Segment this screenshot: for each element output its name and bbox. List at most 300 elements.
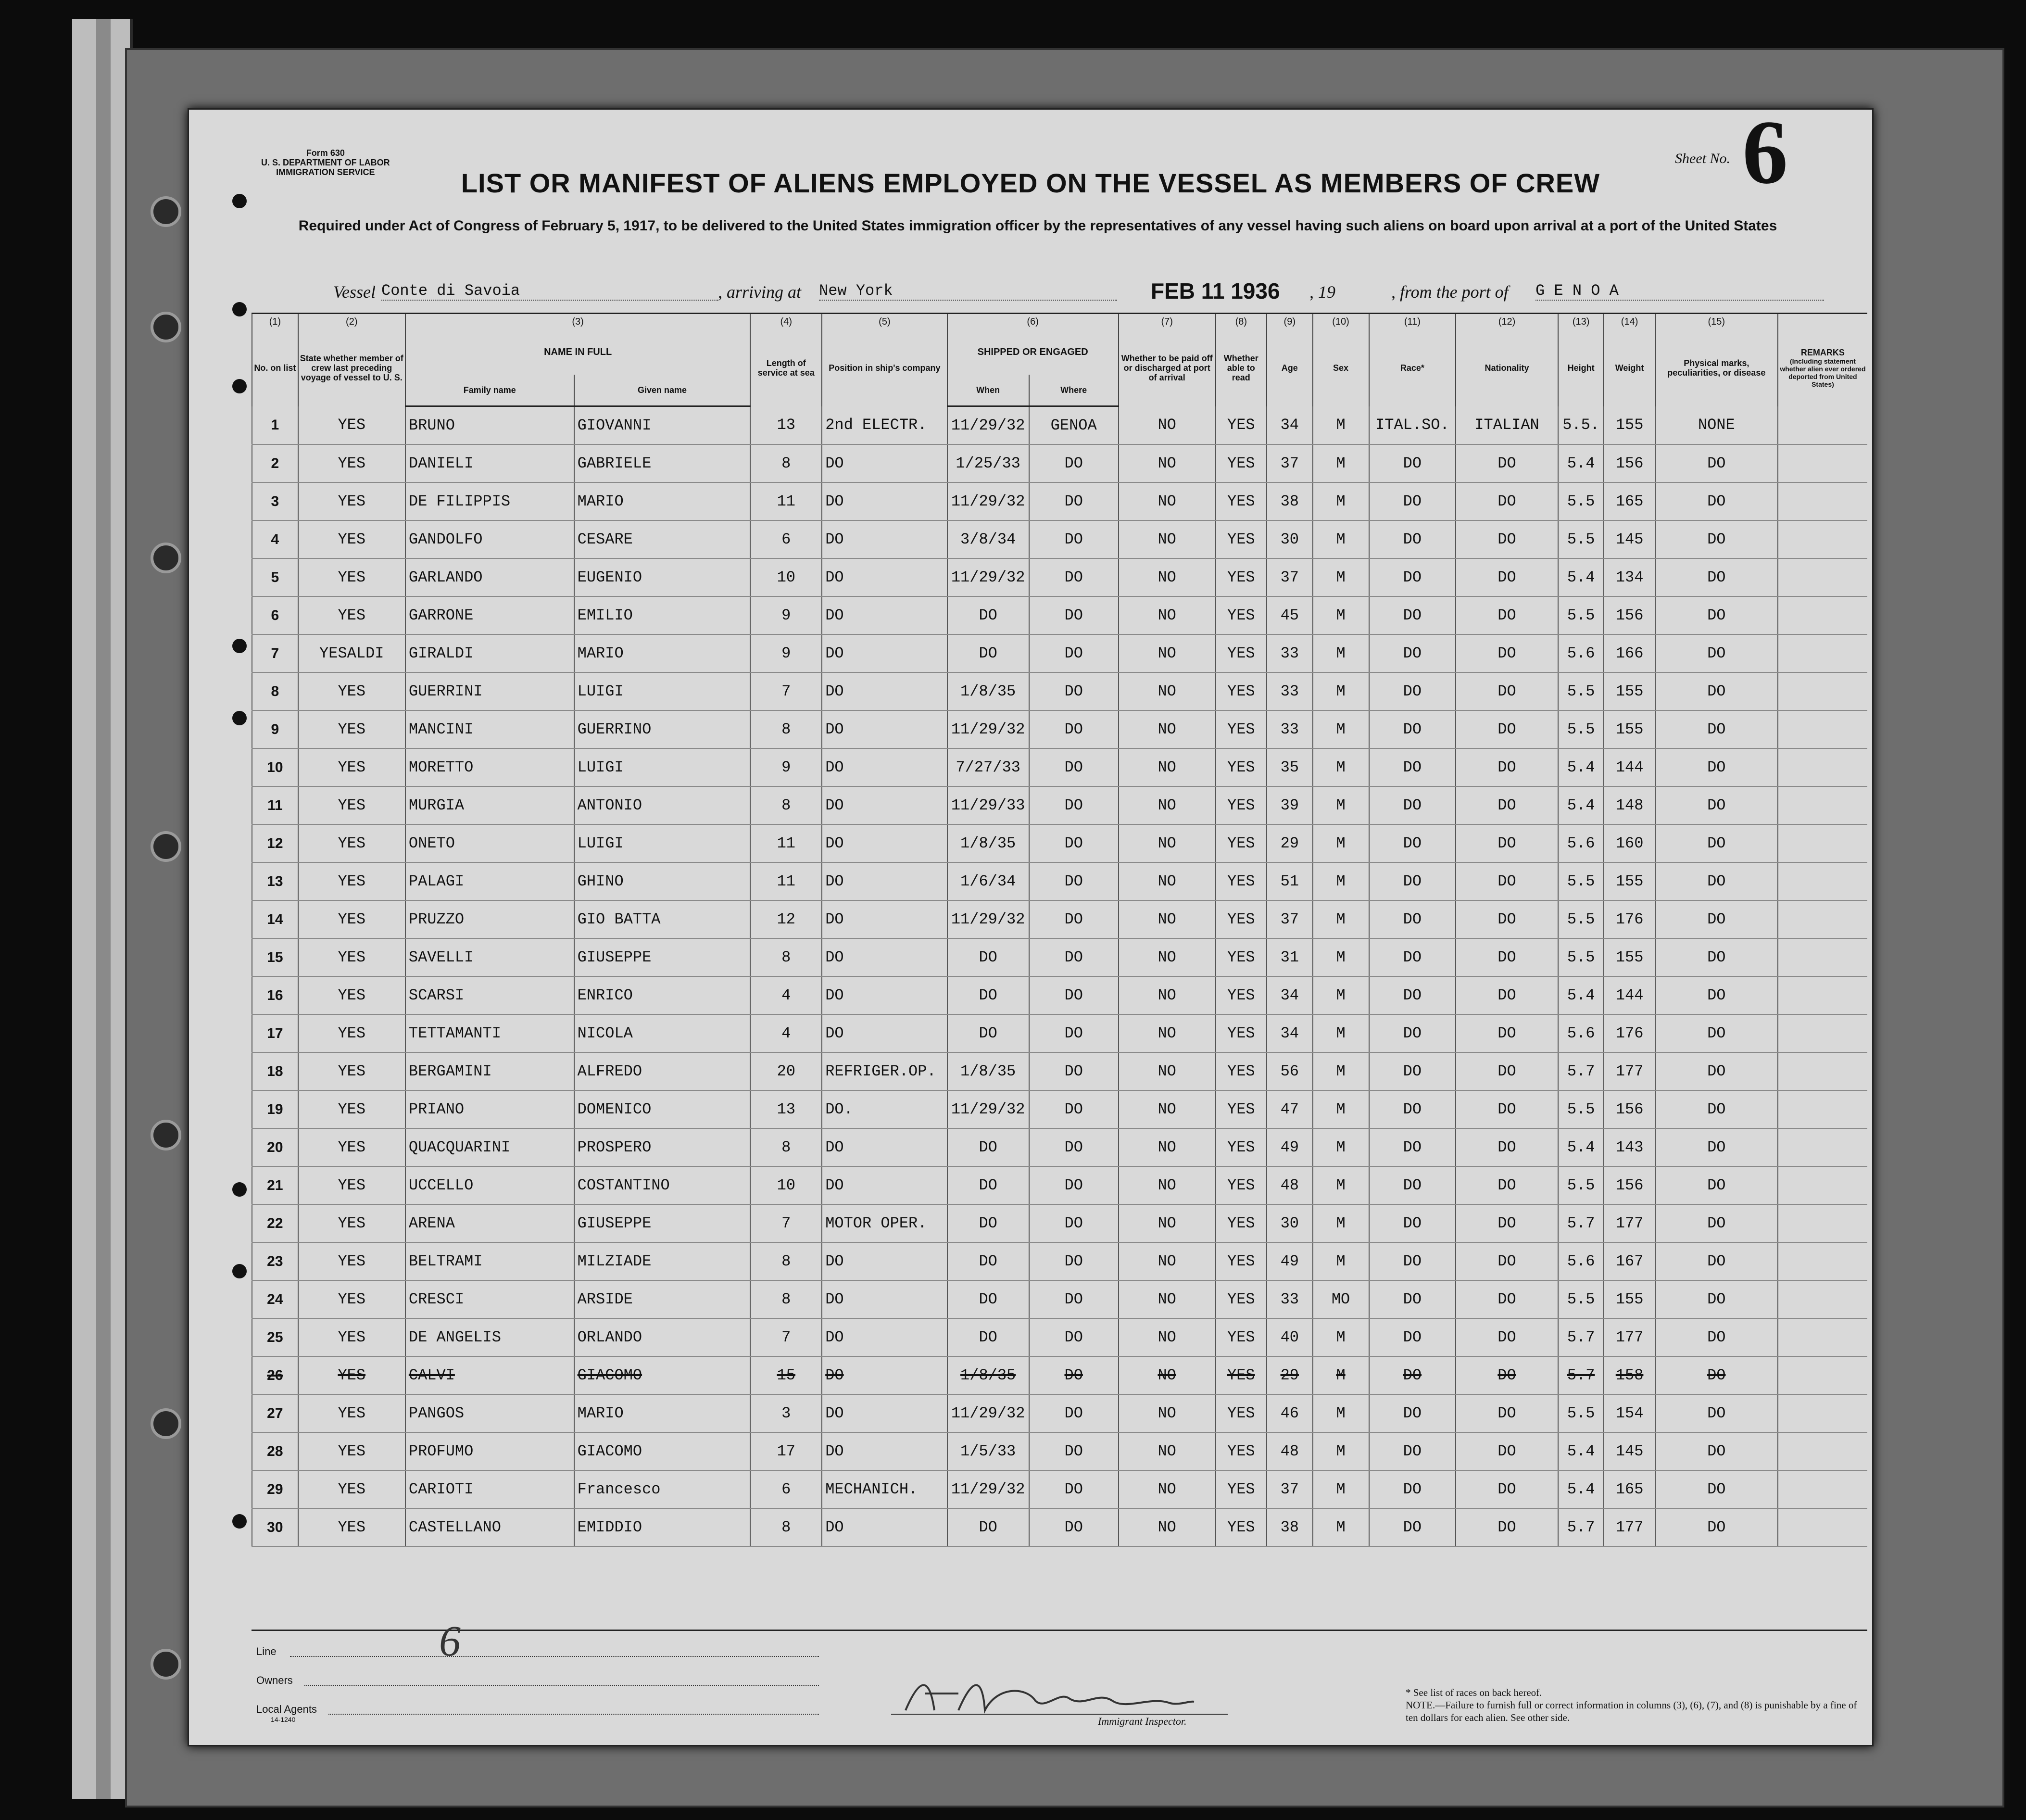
cell-sex: M [1313, 1394, 1369, 1432]
cell-nationality: DO [1456, 1204, 1558, 1242]
cell-shipped-where: DO [1029, 482, 1119, 520]
header-age: Age [1267, 329, 1313, 406]
cell-shipped-where: DO [1029, 1318, 1119, 1356]
cell-race: DO [1369, 1394, 1456, 1432]
table-row [252, 406, 1867, 445]
header-given-name: Given name [574, 375, 751, 406]
cell-weight: 158 [1604, 1356, 1655, 1394]
cell-age: 49 [1267, 1128, 1313, 1166]
table-row [252, 1090, 1867, 1128]
cell-height: 5.6 [1558, 1014, 1604, 1052]
col-num-2: (2) [298, 314, 405, 329]
col-num-3: (3) [405, 314, 751, 329]
cell-able-to-read: YES [1216, 1128, 1267, 1166]
punch-hole [151, 1120, 181, 1150]
cell-given-name: EUGENIO [574, 558, 751, 596]
cell-remarks [1778, 1090, 1867, 1128]
header-where: Where [1029, 375, 1119, 406]
cell-age: 38 [1267, 482, 1313, 520]
cell-remarks [1778, 710, 1867, 748]
cell-height: 5.7 [1558, 1356, 1604, 1394]
cell-race: DO [1369, 520, 1456, 558]
cell-shipped-when: DO [947, 938, 1029, 976]
cell-remarks [1778, 900, 1867, 938]
vessel-line [333, 278, 1824, 306]
form-number: Form 630 [306, 148, 345, 158]
cell-age: 35 [1267, 748, 1313, 786]
cell-family-name: DE FILIPPIS [405, 482, 574, 520]
cell-given-name: COSTANTINO [574, 1166, 751, 1204]
cell-height: 5.7 [1558, 1204, 1604, 1242]
cell-position: DO [822, 596, 947, 634]
cell-paid-off: NO [1119, 1508, 1216, 1546]
cell-family-name: DE ANGELIS [405, 1318, 574, 1356]
cell-physical-marks: DO [1655, 520, 1778, 558]
cell-weight: 143 [1604, 1128, 1655, 1166]
cell-height: 5.4 [1558, 1432, 1604, 1470]
cell-sex: M [1313, 1014, 1369, 1052]
cell-shipped-when: 11/29/33 [947, 786, 1029, 824]
cell-row-number: 15 [252, 938, 298, 976]
cell-length-of-service: 8 [750, 710, 822, 748]
header-when: When [947, 375, 1029, 406]
cell-row-number: 23 [252, 1242, 298, 1280]
cell-family-name: MORETTO [405, 748, 574, 786]
cell-paid-off: NO [1119, 748, 1216, 786]
cell-row-number: 21 [252, 1166, 298, 1204]
cell-shipped-where: DO [1029, 444, 1119, 482]
cell-able-to-read: YES [1216, 1356, 1267, 1394]
col-num-remarks [1778, 314, 1867, 329]
cell-position: DO [822, 634, 947, 672]
cell-age: 34 [1267, 976, 1313, 1014]
cell-remarks [1778, 1014, 1867, 1052]
cell-shipped-where: DO [1029, 862, 1119, 900]
cell-age: 33 [1267, 634, 1313, 672]
cell-nationality: DO [1456, 520, 1558, 558]
cell-weight: 144 [1604, 748, 1655, 786]
cell-row-number: 10 [252, 748, 298, 786]
cell-position: 2nd ELECTR. [822, 406, 947, 445]
cell-age: 33 [1267, 672, 1313, 710]
table-row [252, 1356, 1867, 1394]
cell-shipped-when: 11/29/32 [947, 406, 1029, 445]
cell-row-number: 20 [252, 1128, 298, 1166]
cell-height: 5.5 [1558, 1280, 1604, 1318]
cell-age: 34 [1267, 1014, 1313, 1052]
punch-hole [151, 1649, 181, 1680]
cell-physical-marks: DO [1655, 444, 1778, 482]
cell-height: 5.7 [1558, 1508, 1604, 1546]
cell-shipped-when: DO [947, 596, 1029, 634]
cell-length-of-service: 13 [750, 406, 822, 445]
cell-row-number: 25 [252, 1318, 298, 1356]
cell-given-name: GUERRINO [574, 710, 751, 748]
cell-nationality: DO [1456, 482, 1558, 520]
binding-ring [232, 639, 247, 653]
cell-given-name: MILZIADE [574, 1242, 751, 1280]
cell-sex: MO [1313, 1280, 1369, 1318]
cell-physical-marks: DO [1655, 558, 1778, 596]
binding-ring [232, 711, 247, 725]
cell-shipped-where: DO [1029, 710, 1119, 748]
cell-shipped-where: DO [1029, 748, 1119, 786]
cell-nationality: DO [1456, 444, 1558, 482]
cell-physical-marks: DO [1655, 1356, 1778, 1394]
header-length-service: Length of service at sea [750, 329, 822, 406]
cell-given-name: LUIGI [574, 748, 751, 786]
vessel-name: Conte di Savoia [381, 282, 718, 301]
cell-prev-voyage: YESALDI [298, 634, 405, 672]
cell-nationality: DO [1456, 634, 1558, 672]
cell-remarks [1778, 520, 1867, 558]
cell-weight: 144 [1604, 976, 1655, 1014]
cell-given-name: EMIDDIO [574, 1508, 751, 1546]
cell-remarks [1778, 1356, 1867, 1394]
cell-age: 33 [1267, 710, 1313, 748]
cell-age: 49 [1267, 1242, 1313, 1280]
cell-race: DO [1369, 786, 1456, 824]
inspector-underline [891, 1714, 1228, 1715]
cell-nationality: DO [1456, 1166, 1558, 1204]
cell-shipped-when: DO [947, 1280, 1029, 1318]
cell-sex: M [1313, 1166, 1369, 1204]
table-row [252, 748, 1867, 786]
cell-able-to-read: YES [1216, 1014, 1267, 1052]
cell-length-of-service: 8 [750, 1128, 822, 1166]
cell-family-name: BRUNO [405, 406, 574, 445]
cell-paid-off: NO [1119, 482, 1216, 520]
cell-family-name: DANIELI [405, 444, 574, 482]
cell-nationality: DO [1456, 1432, 1558, 1470]
cell-prev-voyage: YES [298, 1356, 405, 1394]
cell-shipped-where: DO [1029, 1242, 1119, 1280]
cell-length-of-service: 11 [750, 824, 822, 862]
punch-hole [151, 1408, 181, 1439]
cell-paid-off: NO [1119, 406, 1216, 445]
cell-length-of-service: 15 [750, 1356, 822, 1394]
cell-length-of-service: 11 [750, 482, 822, 520]
cell-sex: M [1313, 1470, 1369, 1508]
table-row [252, 938, 1867, 976]
cell-length-of-service: 11 [750, 862, 822, 900]
cell-race: ITAL.SO. [1369, 406, 1456, 445]
cell-shipped-when: DO [947, 1014, 1029, 1052]
crew-rows [252, 406, 1867, 1547]
cell-family-name: BELTRAMI [405, 1242, 574, 1280]
cell-able-to-read: YES [1216, 1204, 1267, 1242]
cell-paid-off: NO [1119, 1014, 1216, 1052]
cell-weight: 160 [1604, 824, 1655, 862]
cell-nationality: DO [1456, 672, 1558, 710]
cell-shipped-where: DO [1029, 1090, 1119, 1128]
cell-given-name: MARIO [574, 634, 751, 672]
cell-paid-off: NO [1119, 938, 1216, 976]
cell-race: DO [1369, 596, 1456, 634]
cell-race: DO [1369, 900, 1456, 938]
cell-paid-off: NO [1119, 1090, 1216, 1128]
cell-given-name: ARSIDE [574, 1280, 751, 1318]
cell-length-of-service: 8 [750, 1242, 822, 1280]
cell-weight: 156 [1604, 444, 1655, 482]
cell-remarks [1778, 1280, 1867, 1318]
table-row [252, 824, 1867, 862]
cell-able-to-read: YES [1216, 862, 1267, 900]
cell-weight: 155 [1604, 672, 1655, 710]
cell-paid-off: NO [1119, 786, 1216, 824]
cell-physical-marks: DO [1655, 482, 1778, 520]
cell-sex: M [1313, 1432, 1369, 1470]
crew-table-wrap [252, 313, 1867, 1622]
cell-length-of-service: 9 [750, 748, 822, 786]
cell-length-of-service: 4 [750, 1014, 822, 1052]
cell-nationality: DO [1456, 938, 1558, 976]
cell-shipped-where: DO [1029, 1508, 1119, 1546]
cell-race: DO [1369, 482, 1456, 520]
table-row [252, 710, 1867, 748]
cell-height: 5.7 [1558, 1318, 1604, 1356]
col-num-12: (12) [1456, 314, 1558, 329]
cell-remarks [1778, 672, 1867, 710]
cell-paid-off: NO [1119, 1394, 1216, 1432]
cell-remarks [1778, 482, 1867, 520]
cell-length-of-service: 10 [750, 1166, 822, 1204]
cell-age: 31 [1267, 938, 1313, 976]
cell-prev-voyage: YES [298, 1470, 405, 1508]
cell-weight: 155 [1604, 938, 1655, 976]
cell-remarks [1778, 1128, 1867, 1166]
cell-sex: M [1313, 1356, 1369, 1394]
cell-sex: M [1313, 1242, 1369, 1280]
cell-shipped-where: DO [1029, 1128, 1119, 1166]
cell-given-name: ENRICO [574, 976, 751, 1014]
cell-position: DO. [822, 1090, 947, 1128]
cell-family-name: CARIOTI [405, 1470, 574, 1508]
cell-length-of-service: 7 [750, 1204, 822, 1242]
cell-race: DO [1369, 634, 1456, 672]
cell-row-number: 30 [252, 1508, 298, 1546]
cell-physical-marks: DO [1655, 1394, 1778, 1432]
cell-shipped-when: 1/8/35 [947, 672, 1029, 710]
cell-weight: 167 [1604, 1242, 1655, 1280]
cell-physical-marks: DO [1655, 786, 1778, 824]
cell-sex: M [1313, 634, 1369, 672]
cell-sex: M [1313, 444, 1369, 482]
cell-position: MOTOR OPER. [822, 1204, 947, 1242]
cell-given-name: LUIGI [574, 672, 751, 710]
cell-age: 30 [1267, 520, 1313, 558]
cell-remarks [1778, 1204, 1867, 1242]
cell-able-to-read: YES [1216, 1394, 1267, 1432]
punch-hole [151, 312, 181, 342]
cell-row-number: 7 [252, 634, 298, 672]
cell-height: 5.5 [1558, 482, 1604, 520]
table-row [252, 1280, 1867, 1318]
cell-shipped-when: DO [947, 1204, 1029, 1242]
table-row [252, 482, 1867, 520]
cell-position: DO [822, 482, 947, 520]
cell-nationality: DO [1456, 1318, 1558, 1356]
cell-remarks [1778, 558, 1867, 596]
cell-row-number: 28 [252, 1432, 298, 1470]
cell-paid-off: NO [1119, 862, 1216, 900]
cell-sex: M [1313, 900, 1369, 938]
cell-able-to-read: YES [1216, 558, 1267, 596]
cell-height: 5.6 [1558, 1242, 1604, 1280]
cell-given-name: GABRIELE [574, 444, 751, 482]
cell-prev-voyage: YES [298, 900, 405, 938]
cell-paid-off: NO [1119, 1204, 1216, 1242]
cell-height: 5.7 [1558, 1052, 1604, 1090]
cell-nationality: DO [1456, 710, 1558, 748]
cell-age: 33 [1267, 1280, 1313, 1318]
cell-sex: M [1313, 1204, 1369, 1242]
cell-weight: 177 [1604, 1318, 1655, 1356]
punch-hole [151, 831, 181, 862]
cell-position: DO [822, 1128, 947, 1166]
cell-length-of-service: 8 [750, 938, 822, 976]
cell-shipped-when: DO [947, 634, 1029, 672]
cell-sex: M [1313, 976, 1369, 1014]
cell-sex: M [1313, 862, 1369, 900]
cell-weight: 177 [1604, 1204, 1655, 1242]
cell-prev-voyage: YES [298, 482, 405, 520]
cell-given-name: GIUSEPPE [574, 938, 751, 976]
cell-sex: M [1313, 1090, 1369, 1128]
note-penalty: NOTE.—Failure to furnish full or correct information in columns (3), (6), (7), and (8) is punishable by a fine of ten dollars for each alien. See other side. [1406, 1699, 1857, 1723]
cell-weight: 148 [1604, 786, 1655, 824]
cell-physical-marks: DO [1655, 748, 1778, 786]
cell-remarks [1778, 406, 1867, 445]
cell-given-name: GIACOMO [574, 1356, 751, 1394]
agents-label: Local Agents [256, 1703, 317, 1715]
cell-row-number: 18 [252, 1052, 298, 1090]
cell-physical-marks: DO [1655, 1470, 1778, 1508]
cell-position: DO [822, 1280, 947, 1318]
cell-given-name: GIOVANNI [574, 406, 751, 445]
cell-weight: 166 [1604, 634, 1655, 672]
binding-ring [232, 1264, 247, 1278]
cell-sex: M [1313, 1508, 1369, 1546]
cell-sex: M [1313, 672, 1369, 710]
cell-nationality: DO [1456, 1090, 1558, 1128]
cell-length-of-service: 7 [750, 1318, 822, 1356]
cell-family-name: TETTAMANTI [405, 1014, 574, 1052]
cell-height: 5.5 [1558, 1166, 1604, 1204]
cell-weight: 156 [1604, 1166, 1655, 1204]
cell-shipped-where: DO [1029, 824, 1119, 862]
cell-height: 5.5 [1558, 900, 1604, 938]
cell-race: DO [1369, 558, 1456, 596]
table-row [252, 1318, 1867, 1356]
cell-shipped-where: DO [1029, 900, 1119, 938]
cell-weight: 165 [1604, 1470, 1655, 1508]
cell-position: DO [822, 900, 947, 938]
cell-given-name: CESARE [574, 520, 751, 558]
cell-nationality: DO [1456, 1394, 1558, 1432]
table-row [252, 634, 1867, 672]
cell-age: 37 [1267, 1470, 1313, 1508]
cell-prev-voyage: YES [298, 976, 405, 1014]
cell-nationality: DO [1456, 1508, 1558, 1546]
cell-shipped-when: 3/8/34 [947, 520, 1029, 558]
cell-shipped-when: DO [947, 1128, 1029, 1166]
cell-age: 40 [1267, 1318, 1313, 1356]
cell-sex: M [1313, 786, 1369, 824]
cell-shipped-when: DO [947, 1242, 1029, 1280]
cell-row-number: 14 [252, 900, 298, 938]
cell-nationality: DO [1456, 900, 1558, 938]
crew-table [252, 314, 1867, 1547]
cell-position: DO [822, 824, 947, 862]
cell-able-to-read: YES [1216, 1052, 1267, 1090]
cell-length-of-service: 6 [750, 1470, 822, 1508]
cell-able-to-read: YES [1216, 786, 1267, 824]
cell-remarks [1778, 1394, 1867, 1432]
footer-notes [1406, 1686, 1862, 1724]
cell-sex: M [1313, 520, 1369, 558]
cell-paid-off: NO [1119, 558, 1216, 596]
cell-paid-off: NO [1119, 1318, 1216, 1356]
cell-family-name: PRUZZO [405, 900, 574, 938]
cell-given-name: ALFREDO [574, 1052, 751, 1090]
cell-family-name: UCCELLO [405, 1166, 574, 1204]
cell-weight: 155 [1604, 862, 1655, 900]
cell-physical-marks: DO [1655, 1052, 1778, 1090]
cell-height: 5.5 [1558, 520, 1604, 558]
cell-shipped-when: 1/8/35 [947, 1052, 1029, 1090]
cell-family-name: MANCINI [405, 710, 574, 748]
header-name-in-full: NAME IN FULL [405, 329, 751, 375]
cell-weight: 155 [1604, 406, 1655, 445]
cell-prev-voyage: YES [298, 748, 405, 786]
cell-given-name: GIUSEPPE [574, 1204, 751, 1242]
cell-shipped-when: 1/8/35 [947, 824, 1029, 862]
cell-height: 5.4 [1558, 976, 1604, 1014]
cell-weight: 177 [1604, 1052, 1655, 1090]
cell-position: DO [822, 862, 947, 900]
cell-physical-marks: DO [1655, 1166, 1778, 1204]
col-num-4: (4) [750, 314, 822, 329]
cell-shipped-where: DO [1029, 1166, 1119, 1204]
col-num-7: (7) [1119, 314, 1216, 329]
cell-prev-voyage: YES [298, 710, 405, 748]
cell-family-name: MURGIA [405, 786, 574, 824]
table-row [252, 520, 1867, 558]
cell-row-number: 8 [252, 672, 298, 710]
cell-position: DO [822, 672, 947, 710]
cell-age: 30 [1267, 1204, 1313, 1242]
cell-physical-marks: DO [1655, 1508, 1778, 1546]
table-row [252, 596, 1867, 634]
remarks-note: (Including statement whether alien ever ordered deported from United States) [1780, 357, 1866, 388]
cell-physical-marks: DO [1655, 672, 1778, 710]
cell-family-name: GIRALDI [405, 634, 574, 672]
cell-position: DO [822, 1394, 947, 1432]
cell-position: DO [822, 1242, 947, 1280]
cell-weight: 177 [1604, 1508, 1655, 1546]
cell-height: 5.5 [1558, 672, 1604, 710]
service-name: IMMIGRATION SERVICE [276, 167, 375, 177]
document-subtitle: Required under Act of Congress of February 5, 1917, to be delivered to the United States immigration officer by the representatives of any vessel having such aliens on board upon arrival at a port of the United States [298, 218, 1777, 234]
cell-nationality: DO [1456, 1470, 1558, 1508]
cell-physical-marks: DO [1655, 1318, 1778, 1356]
cell-length-of-service: 12 [750, 900, 822, 938]
col-num-6: (6) [947, 314, 1119, 329]
cell-paid-off: NO [1119, 1166, 1216, 1204]
cell-race: DO [1369, 1470, 1456, 1508]
cell-sex: M [1313, 1128, 1369, 1166]
